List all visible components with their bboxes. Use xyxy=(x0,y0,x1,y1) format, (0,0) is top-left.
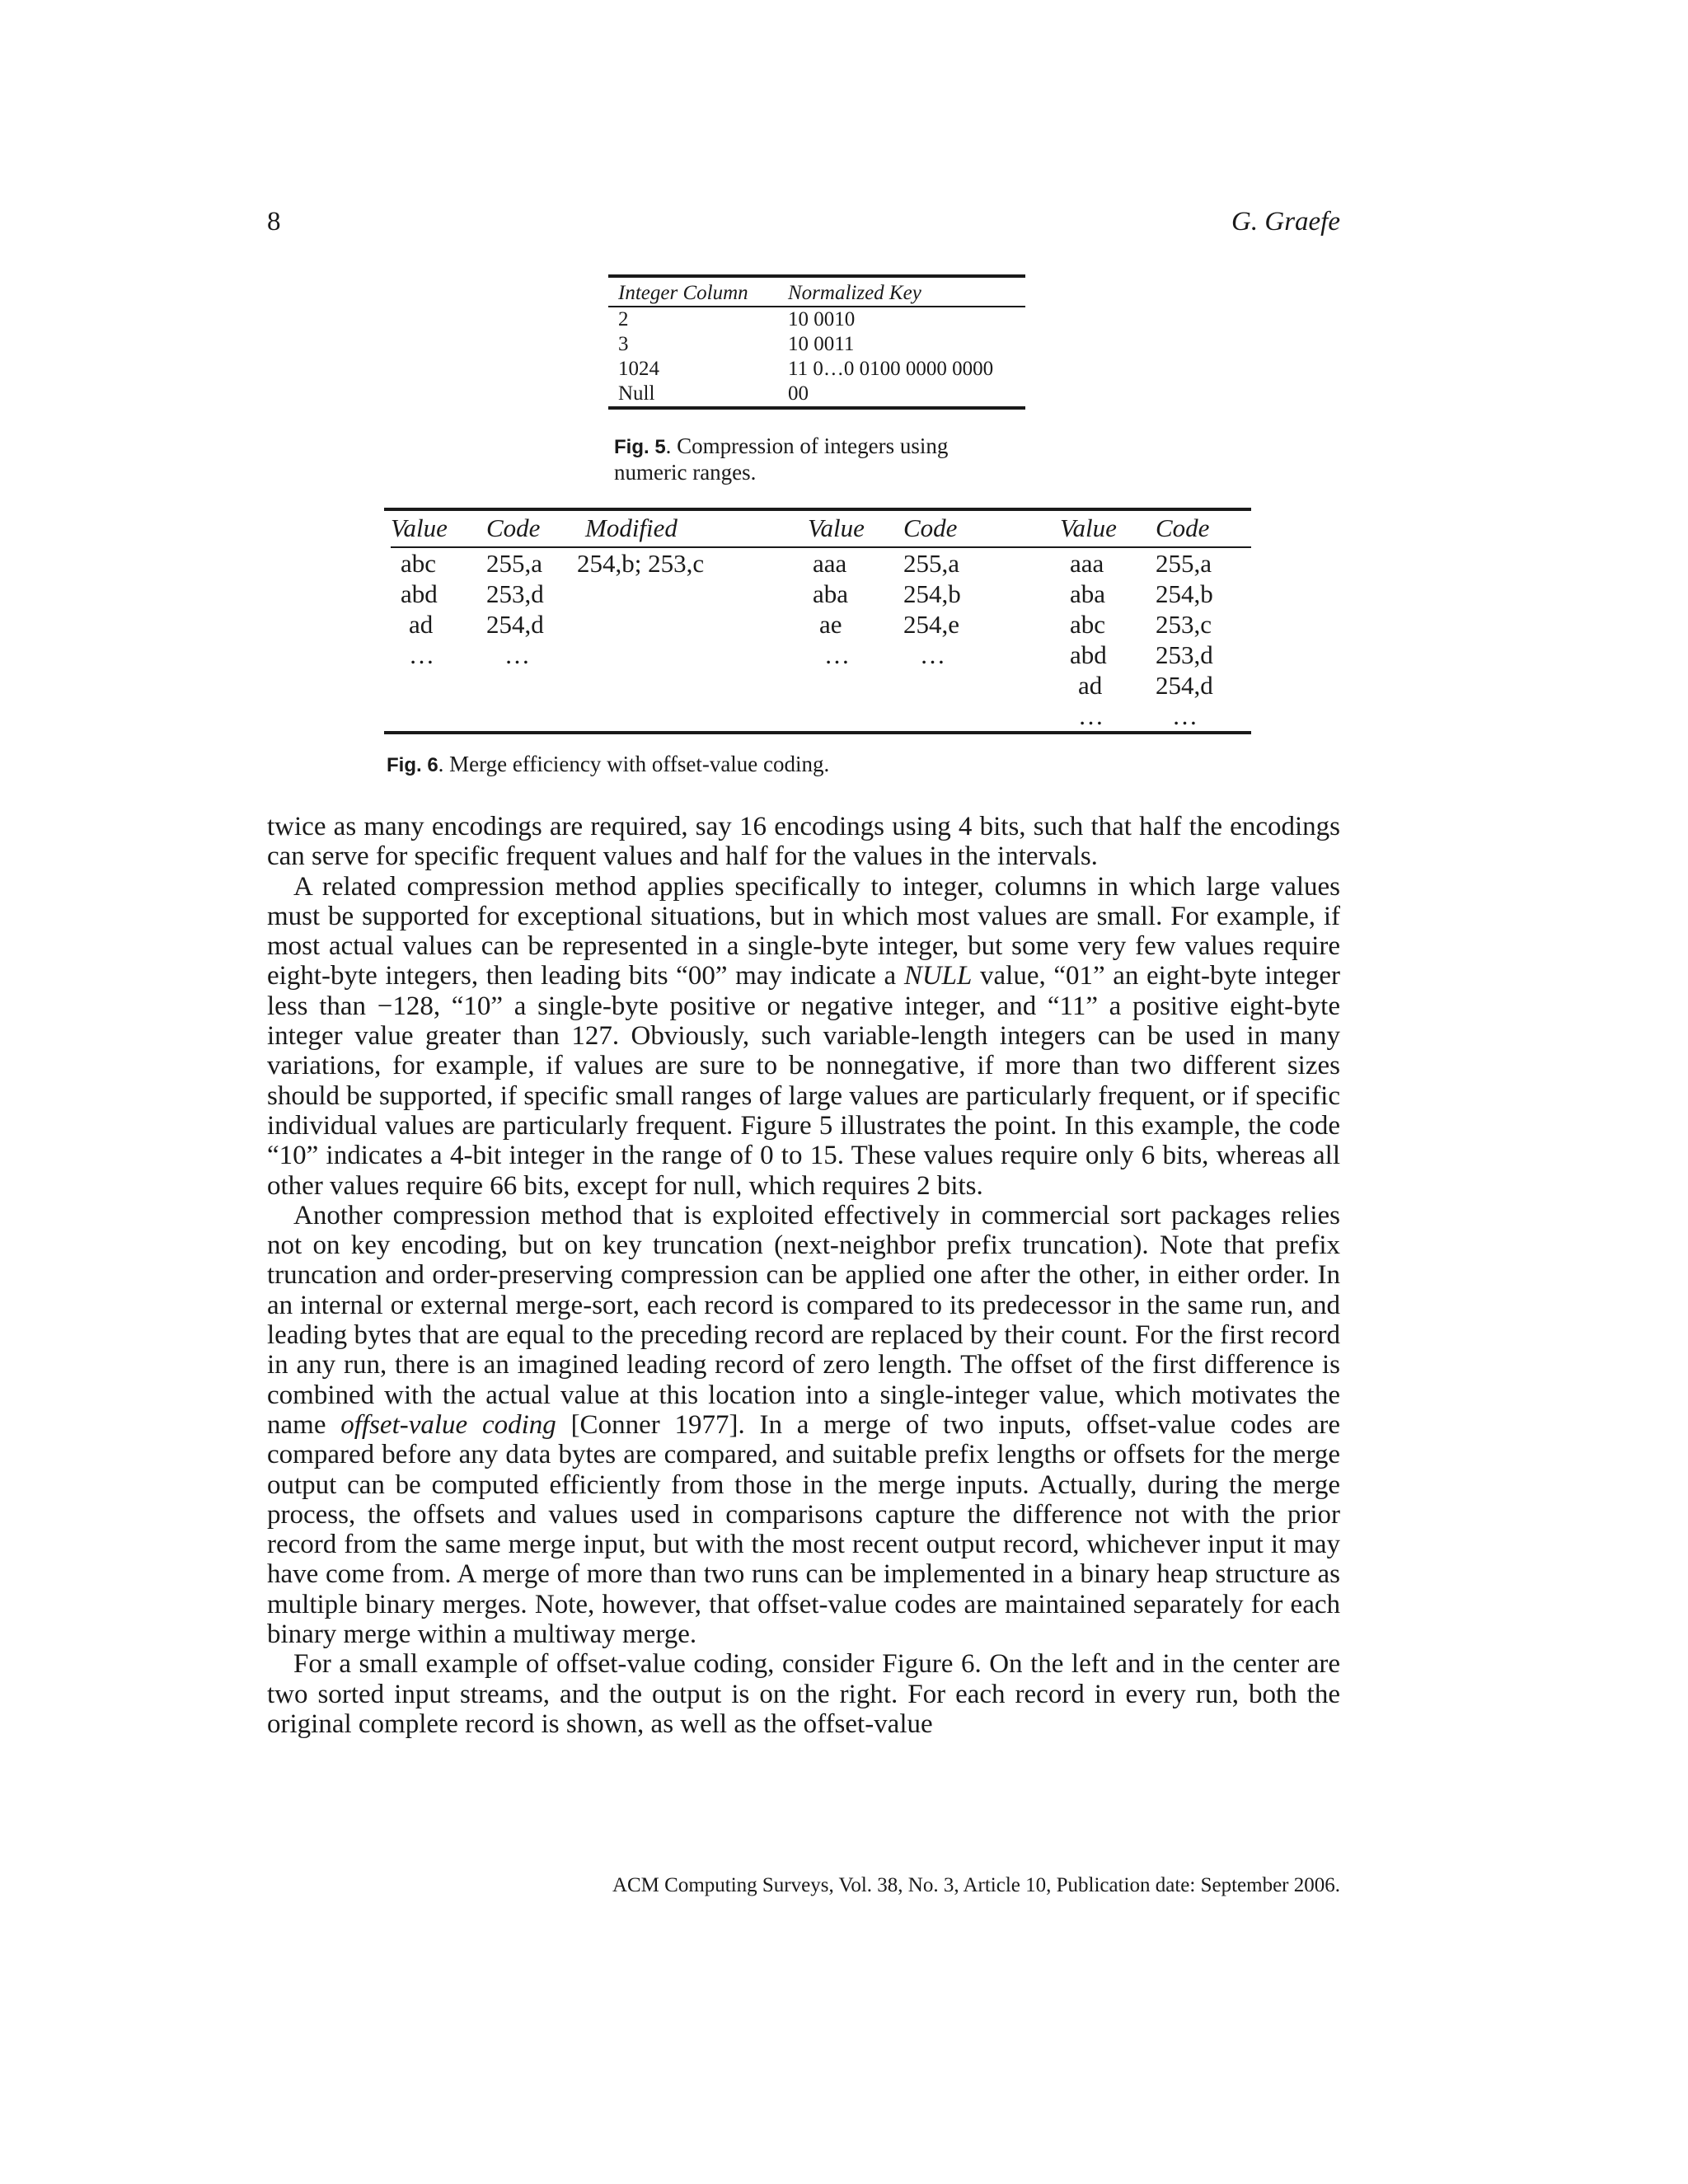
table-cell xyxy=(577,701,808,733)
fig6-caption-label: Fig. 6 xyxy=(387,754,438,776)
table-cell: abd xyxy=(401,579,438,608)
fig5-col-header: Normalized Key xyxy=(778,276,1025,307)
table-cell xyxy=(577,609,808,640)
table-cell: 254,d xyxy=(486,610,544,639)
fig6-col-header: Value xyxy=(391,509,486,547)
paragraph-text: value, “01” an eight-byte integer less than −128, “10” a single-byte positive or negative integer, and “11” a positive eight-byte integer value greater than 127. Obviously, such variable-length integers can be used in many variations, for example, if values are sure to be nonnegative, if more than two different sizes should be supported, if specific small ranges of large values are particularly frequent, or if specific individual values are particularly frequent. Figure 5 illustrates the point. In this example, the code “10” indicates a 4-bit integer in the range of 0 to 15. These values require only 6 bits, whereas all other values require 66 bits, except for null, which requires 2 bits. xyxy=(267,961,1340,1201)
table-cell: 253,c xyxy=(1156,610,1212,639)
table-cell: 254,e xyxy=(903,610,960,639)
paragraph-text: [Conner 1977]. In a merge of two inputs, offset-value codes are compared before any data bytes are compared, and suitable prefix lengths or offsets for the merge output can be computed efficiently from those in the merge inputs. Actually, during the merge process, the offsets and values used in comparisons capture the difference not with the prior record from the same merge input, but with the most recent output record, whichever input it may have come from. A merge of more than two runs can be implemented in a binary heap structure as multiple binary merges. Note, however, that offset-value codes are maintained separately for each binary merge within a multiway merge. xyxy=(267,1409,1341,1650)
page-number: 8 xyxy=(267,207,281,237)
table-cell: 10 0011 xyxy=(788,333,855,355)
running-head xyxy=(267,201,1340,242)
table-cell: … xyxy=(920,640,945,669)
body-text xyxy=(267,812,1340,1739)
fig6-col-header: Code xyxy=(486,509,577,547)
fig6-col-header: Value xyxy=(1060,509,1156,547)
table-cell: aaa xyxy=(813,549,847,578)
table-cell: 255,a xyxy=(903,549,960,578)
paragraph-text: Another compression method that is exploited effectively in commercial sort packages relies not on key encoding, but on key truncation (next-neighbor prefix truncation). Note that prefix truncation and order-preserving compression can be applied one after the other, in either order. In an internal or external merge-sort, each record is compared to its predecessor in the same run, and leading bytes that are equal to the preceding record are replaced by their count. For the first record in any run, there is an imagined leading record of zero length. The offset of the first difference is combined with the actual value at this location into a single-integer value, which motivates the name xyxy=(267,1200,1340,1440)
table-cell: … xyxy=(1078,701,1104,730)
table-cell xyxy=(391,701,486,733)
page-footer: ACM Computing Surveys, Vol. 38, No. 3, Article 10, Publication date: September 2006. xyxy=(612,1874,1340,1896)
fig5-table xyxy=(608,274,1025,410)
figure-5 xyxy=(608,274,1025,410)
table-cell: … xyxy=(504,640,530,669)
table-row xyxy=(384,701,1251,733)
table-cell: 255,a xyxy=(1156,549,1212,578)
table-row xyxy=(384,579,1251,609)
table-cell: … xyxy=(824,640,850,669)
table-cell: Null xyxy=(618,382,655,405)
table-cell: aba xyxy=(1070,579,1106,608)
table-row xyxy=(608,332,1025,357)
table-row xyxy=(608,382,1025,408)
table-cell: 254,b xyxy=(1156,579,1213,608)
table-cell: abd xyxy=(1070,640,1107,669)
table-cell: … xyxy=(409,640,434,669)
paragraph xyxy=(267,872,1340,1201)
table-cell: aba xyxy=(813,579,849,608)
paragraph xyxy=(267,1201,1340,1649)
table-cell xyxy=(486,701,577,733)
fig6-table xyxy=(384,508,1251,734)
table-cell xyxy=(391,670,486,701)
table-row xyxy=(608,357,1025,382)
table-cell xyxy=(903,701,1060,733)
fig6-col-header: Modified xyxy=(577,509,808,547)
table-cell: 10 0010 xyxy=(788,308,856,330)
table-cell: aaa xyxy=(1070,549,1104,578)
table-cell xyxy=(808,670,903,701)
author-name: G. Graefe xyxy=(1231,207,1340,237)
paragraph: For a small example of offset-value coding, consider Figure 6. On the left and in the center are two sorted input streams, and the output is on the right. For each record in every run, both the original complete record is shown, as well as the offset-value xyxy=(267,1649,1340,1739)
table-cell: 00 xyxy=(788,382,809,405)
table-cell: 254,b xyxy=(903,579,961,608)
table-cell: 3 xyxy=(618,333,629,355)
fig6-col-header: Value xyxy=(808,509,903,547)
table-row xyxy=(384,640,1251,670)
table-cell: abc xyxy=(401,549,437,578)
fig5-header-row xyxy=(608,276,1025,307)
table-cell: 253,d xyxy=(486,579,544,608)
table-cell: abc xyxy=(1070,610,1106,639)
figure-6 xyxy=(384,508,1251,734)
table-cell xyxy=(577,579,808,609)
table-cell: 253,d xyxy=(1156,640,1213,669)
fig5-caption-text: . Compression of integers using numeric ranges. xyxy=(614,434,949,485)
fig6-header-row xyxy=(384,509,1251,547)
table-cell: ae xyxy=(819,610,842,639)
table-row xyxy=(384,609,1251,640)
table-cell xyxy=(808,701,903,733)
paragraph-text: A related compression method applies specifically to integer, columns in which large values must be supported for exceptional situations, but in which most values are small. For example, if most actual values can be represented in a single-byte integer, but some very few values require eight-byte integers, then leading bits “00” may indicate a xyxy=(267,871,1340,991)
table-cell: 1024 xyxy=(618,358,659,380)
paragraph-emphasis: offset-value coding xyxy=(340,1409,556,1440)
table-cell xyxy=(577,670,808,701)
table-row xyxy=(608,307,1025,332)
fig6-caption xyxy=(387,752,1128,778)
fig6-col-header: Code xyxy=(1156,509,1251,547)
table-cell: 255,a xyxy=(486,549,543,578)
table-cell xyxy=(577,640,808,670)
paragraph: twice as many encodings are required, say 16 encodings using 4 bits, such that half the encodings can serve for specific frequent values and half for the values in the intervals. xyxy=(267,812,1340,872)
table-cell: 254,b; 253,c xyxy=(577,549,705,578)
table-cell xyxy=(486,670,577,701)
fig5-caption xyxy=(614,434,1026,485)
table-row xyxy=(384,547,1251,579)
paragraph-emphasis: NULL xyxy=(903,961,973,991)
table-cell: ad xyxy=(409,610,434,639)
table-cell: ad xyxy=(1078,671,1103,700)
table-cell: 254,d xyxy=(1156,671,1213,700)
fig6-col-header: Code xyxy=(903,509,1060,547)
table-cell: … xyxy=(1172,701,1198,730)
fig5-col-header: Integer Column xyxy=(608,276,778,307)
table-cell xyxy=(903,670,1060,701)
table-cell: 11 0…0 0100 0000 0000 xyxy=(788,358,994,380)
table-cell: 2 xyxy=(618,308,629,330)
fig5-caption-label: Fig. 5 xyxy=(614,436,666,458)
table-row xyxy=(384,670,1251,701)
fig6-caption-text: . Merge efficiency with offset-value coding. xyxy=(438,752,830,776)
